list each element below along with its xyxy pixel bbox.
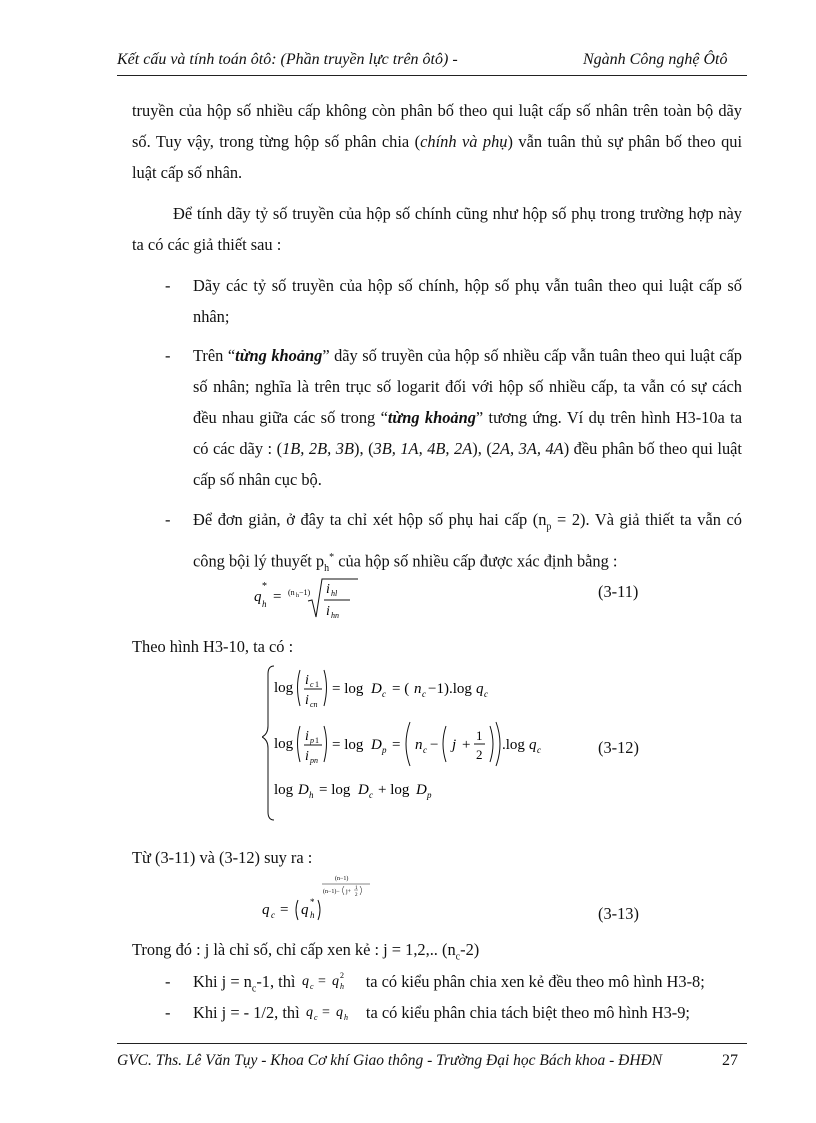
svg-text:j+: j+ bbox=[346, 889, 352, 895]
svg-text:log: log bbox=[274, 680, 294, 696]
svg-text:=: = bbox=[273, 589, 282, 605]
svg-text:c: c bbox=[422, 689, 426, 699]
equation-3-11 bbox=[252, 573, 362, 628]
svg-text:1: 1 bbox=[315, 680, 319, 689]
svg-text:h: h bbox=[309, 790, 314, 800]
svg-text:c: c bbox=[309, 982, 314, 991]
svg-text:= log: = log bbox=[332, 681, 364, 697]
svg-text:D: D bbox=[416, 782, 427, 798]
svg-text:cn: cn bbox=[310, 700, 318, 709]
svg-text:−: − bbox=[430, 737, 439, 753]
svg-text:1: 1 bbox=[355, 886, 358, 891]
svg-text:h: h bbox=[262, 599, 267, 609]
svg-text:c: c bbox=[313, 1013, 318, 1022]
svg-text:(n−1)−: (n−1)− bbox=[323, 889, 340, 895]
equation-3-13 bbox=[262, 872, 382, 929]
svg-text:c: c bbox=[271, 910, 275, 920]
svg-text:−1).log: −1).log bbox=[428, 681, 472, 697]
header-right: Ngành Công nghệ Ôtô bbox=[583, 51, 728, 68]
svg-text:*: * bbox=[262, 581, 267, 592]
bullet-1: Dãy các tỷ số truyền của hộp số chính, hộp số phụ vẫn tuân theo qui luật cấp số nhân; bbox=[193, 276, 742, 326]
svg-text:c: c bbox=[382, 689, 386, 699]
formula-qc-qh bbox=[304, 1001, 362, 1023]
svg-text:h: h bbox=[310, 910, 315, 920]
svg-text:i: i bbox=[326, 604, 330, 619]
svg-text:+: + bbox=[462, 737, 471, 753]
svg-text:log: log bbox=[274, 782, 294, 798]
svg-text:q: q bbox=[476, 681, 484, 697]
svg-text:h: h bbox=[296, 593, 299, 599]
formula-qc-qh2 bbox=[300, 970, 362, 992]
svg-text:= (: = ( bbox=[392, 681, 410, 697]
svg-text:j: j bbox=[452, 737, 457, 753]
svg-text:h: h bbox=[339, 982, 344, 991]
svg-text:1: 1 bbox=[315, 736, 319, 745]
equation-3-12 bbox=[262, 662, 562, 827]
paragraph-theo-hinh: Theo hình H3-10, ta có : bbox=[132, 637, 294, 656]
svg-text:n: n bbox=[415, 737, 423, 753]
svg-text:c: c bbox=[369, 790, 373, 800]
svg-text:=: = bbox=[392, 737, 401, 753]
svg-text:*: * bbox=[310, 897, 315, 907]
svg-text:hn: hn bbox=[331, 611, 339, 620]
paragraph-trong-do: Trong đó : j là chỉ số, chỉ cấp xen kẻ : j = 1,2,.. $(n_c-2)$ bbox=[132, 940, 480, 963]
svg-text:−1): −1) bbox=[299, 588, 311, 597]
bullet-2: Trên “từng khoảng” dãy số truyền của hộp số nhiều cấp vẫn tuân theo qui luật cấp số nhân; nghĩa là trên trục số logarit đối với hộp số nhiều cấp, ta vẫn có sự cách đều nhau giữa các số trong “từng khoảng” tương ứng. Ví dụ trên hình H3-10a ta có các dãy : (1B, 2B, 3B), (3B, 1A, 4B, 2A), (2A, 3A, 4A) đều phân bố theo qui luật cấp số nhân cục bộ. bbox=[193, 346, 743, 489]
svg-text:(n−1): (n−1) bbox=[335, 876, 349, 882]
svg-text:= log: = log bbox=[319, 782, 351, 798]
bullet-dash: - bbox=[165, 346, 171, 365]
svg-text:=: = bbox=[321, 1005, 330, 1020]
equation-number: (3-13) bbox=[598, 904, 639, 923]
svg-text:c: c bbox=[537, 745, 541, 755]
svg-text:i: i bbox=[305, 729, 309, 744]
footer-rule bbox=[117, 1043, 747, 1044]
svg-text:p: p bbox=[310, 736, 314, 745]
bullet-dash: - bbox=[165, 972, 171, 991]
svg-text:.log: .log bbox=[502, 737, 525, 753]
svg-text:c: c bbox=[484, 689, 488, 699]
svg-text:log: log bbox=[274, 736, 294, 752]
svg-text:c: c bbox=[423, 745, 427, 755]
svg-text:q: q bbox=[254, 589, 262, 605]
svg-text:n: n bbox=[414, 681, 422, 697]
svg-text:q: q bbox=[529, 737, 537, 753]
svg-text:D: D bbox=[371, 737, 382, 753]
svg-text:i: i bbox=[305, 693, 309, 708]
svg-text:p: p bbox=[427, 790, 432, 800]
header-left: Kết cấu và tính toán ôtô: (Phần truyền lực trên ôtô) - bbox=[117, 51, 458, 68]
svg-text:2: 2 bbox=[355, 893, 358, 898]
svg-text:c: c bbox=[310, 680, 314, 689]
svg-text:+ log: + log bbox=[378, 782, 410, 798]
paragraph-1: truyền của hộp số nhiều cấp không còn phân bố theo qui luật cấp số nhân trên toàn bộ dãy số. Tuy vậy, trong từng hộp số phân chia (chính và phụ) vẫn tuân thủ sự phân bố theo qui luật cấp số nhân. bbox=[132, 101, 743, 182]
svg-text:q: q bbox=[305, 1005, 313, 1020]
equation-number: (3-12) bbox=[598, 738, 639, 757]
header-rule bbox=[117, 75, 747, 76]
bullet-dash: - bbox=[165, 1003, 171, 1022]
svg-text:q: q bbox=[331, 974, 339, 989]
svg-text:D: D bbox=[298, 782, 309, 798]
bullet-dash: - bbox=[165, 276, 171, 295]
svg-text:hl: hl bbox=[331, 589, 338, 598]
svg-text:D: D bbox=[371, 681, 382, 697]
svg-text:q: q bbox=[301, 902, 309, 918]
svg-text:i: i bbox=[305, 749, 309, 764]
svg-text:D: D bbox=[358, 782, 369, 798]
svg-text:i: i bbox=[326, 582, 330, 597]
svg-text:p: p bbox=[382, 745, 387, 755]
svg-text:i: i bbox=[305, 673, 309, 688]
svg-text:q: q bbox=[335, 1005, 343, 1020]
svg-text:(n: (n bbox=[288, 588, 295, 597]
svg-text:pn: pn bbox=[310, 756, 318, 765]
paragraph-2: Để tính dãy tỷ số truyền của hộp số chính cũng như hộp số phụ trong trường hợp này ta có các giả thiết sau : bbox=[132, 204, 742, 254]
svg-text:2: 2 bbox=[339, 971, 344, 980]
bullet-khi-2: Khi j = - 1/2, thì q c = q h ta có kiểu phân chia tách biệt theo mô hình H3-9; bbox=[193, 1003, 690, 1022]
svg-text:h: h bbox=[343, 1013, 348, 1022]
svg-text:q: q bbox=[301, 974, 309, 989]
equation-number: (3-11) bbox=[598, 582, 639, 601]
svg-text:=: = bbox=[317, 974, 326, 989]
footer-left: GVC. Ths. Lê Văn Tụy - Khoa Cơ khí Giao thông - Trường Đại học Bách khoa - ĐHĐN bbox=[117, 1052, 663, 1069]
bullet-khi-1: Khi $j = n_c-1$, thì q c = q h 2 ta có kiểu phân chia xen kẻ đều theo mô hình H3-8; bbox=[193, 971, 705, 995]
svg-text:q: q bbox=[262, 902, 270, 918]
bullet-3: Để đơn giản, ở đây ta chỉ xét hộp số phụ hai cấp $(n_p = 2)$. Và giả thiết ta vẫn có công bội lý thuyết $p_h^*$ của hộp số nhiều cấp được xác định bằng : bbox=[193, 510, 742, 575]
svg-text:= log: = log bbox=[332, 737, 364, 753]
paragraph-tu: Từ (3-11) và (3-12) suy ra : bbox=[132, 848, 313, 867]
page-number: 27 bbox=[722, 1052, 738, 1069]
bullet-dash: - bbox=[165, 510, 171, 529]
svg-text:2: 2 bbox=[476, 747, 483, 762]
svg-text:=: = bbox=[280, 902, 289, 918]
svg-text:1: 1 bbox=[476, 728, 483, 743]
